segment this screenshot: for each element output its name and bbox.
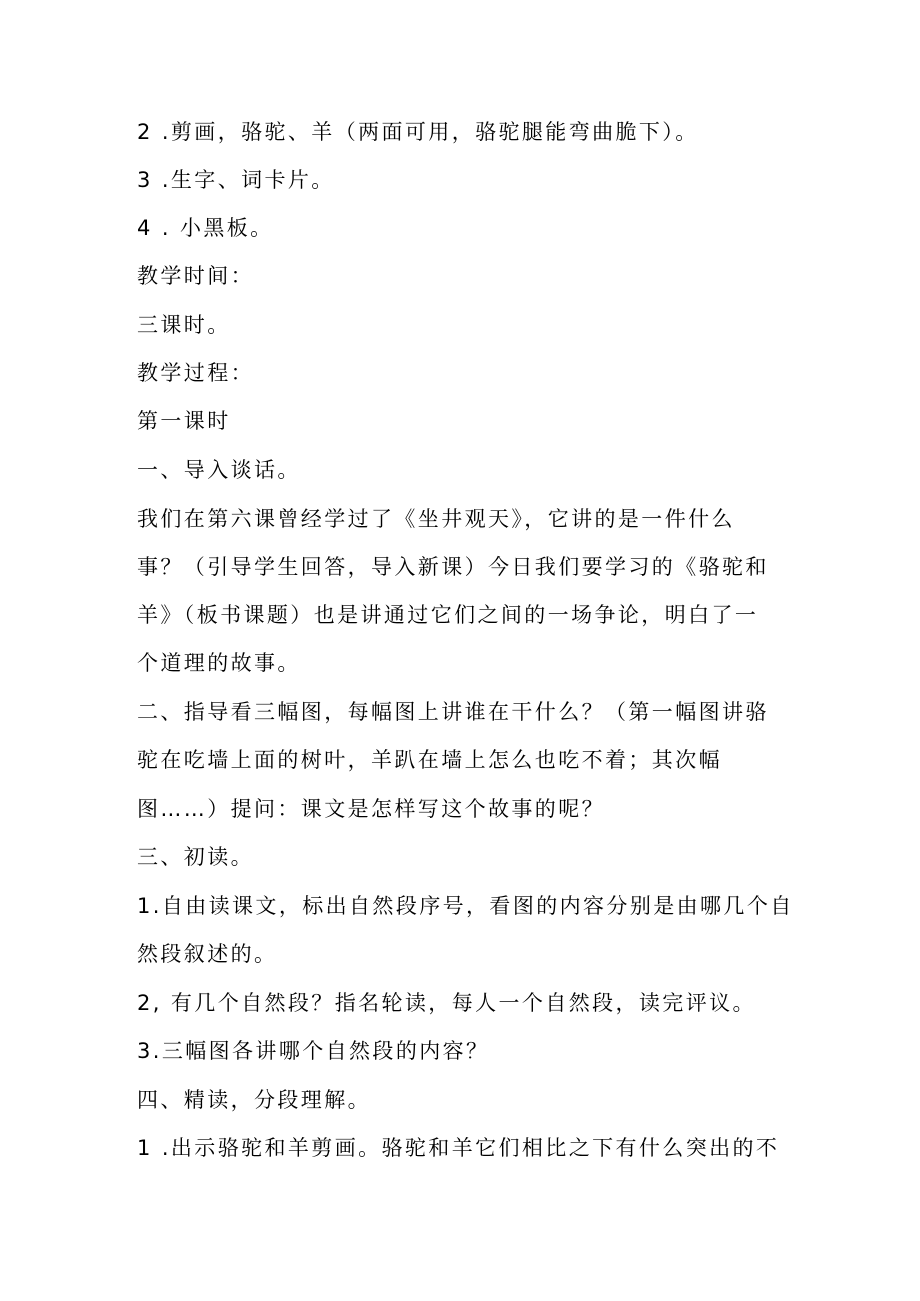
section-4-heading: 四、精读，分段理解。 bbox=[137, 1088, 371, 1112]
paragraph-line: 事？（引导学生回答，导入新课）今日我们要学习的《骆驼和 bbox=[137, 555, 769, 579]
materials-item-3: 3 .生字、词卡片。 bbox=[137, 168, 335, 192]
paragraph-line: 我们在第六课曾经学过了《坐井观天》，它讲的是一件什么 bbox=[137, 507, 735, 531]
section-3-heading: 三、初读。 bbox=[137, 845, 254, 869]
list-item-line: 1.自由读课文，标出自然段序号，看图的内容分别是由哪几个自 bbox=[137, 894, 794, 918]
section-2-line: 驼在吃墙上面的树叶，羊趴在墙上怎么也吃不着；其次幅 bbox=[137, 748, 722, 772]
list-item-line: 3.三幅图各讲哪个自然段的内容？ bbox=[137, 1039, 490, 1063]
teaching-time-value: 三课时。 bbox=[137, 313, 231, 337]
teaching-process-heading: 教学过程： bbox=[137, 361, 254, 385]
paragraph-line: 个道理的故事。 bbox=[137, 651, 301, 675]
list-item-line: 1 .出示骆驼和羊剪画。骆驼和羊它们相比之下有什么突出的不 bbox=[137, 1136, 780, 1160]
list-item-line: 然段叙述的。 bbox=[137, 942, 278, 966]
section-2-line: 二、指导看三幅图，每幅图上讲谁在干什么？（第一幅图讲骆 bbox=[137, 700, 769, 724]
section-2-line: 图……）提问：课文是怎样写这个故事的呢？ bbox=[137, 797, 605, 821]
teaching-time-heading: 教学时间： bbox=[137, 264, 254, 288]
first-lesson-heading: 第一课时 bbox=[137, 409, 231, 433]
paragraph-line: 羊》（板书课题）也是讲通过它们之间的一场争论，明白了一 bbox=[137, 603, 759, 627]
list-item-line: 2, 有几个自然段？指名轮读，每人一个自然段，读完评议。 bbox=[137, 991, 756, 1015]
materials-item-4: 4 . 小黑板。 bbox=[137, 216, 274, 240]
section-1-heading: 一、导入谈话。 bbox=[137, 458, 301, 482]
materials-item-2: 2 .剪画，骆驼、羊（两面可用，骆驼腿能弯曲脆下）。 bbox=[137, 120, 699, 144]
